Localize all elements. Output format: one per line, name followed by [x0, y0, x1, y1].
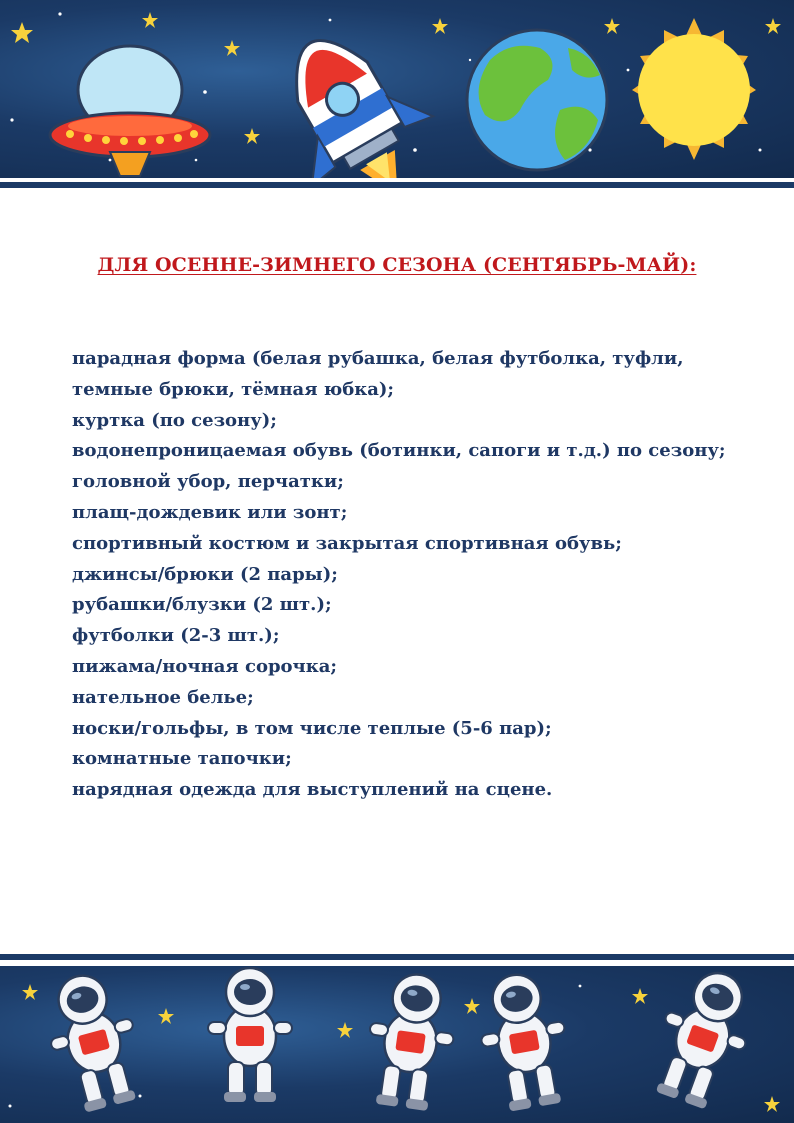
list-item: спортивный костюм и закрытая спортивная обувь;: [72, 532, 622, 554]
list-item: нарядная одежда для выступлений на сцене.: [72, 779, 553, 801]
clothing-list: [72, 344, 752, 806]
list-item: пижама/ночная сорочка;: [72, 655, 338, 677]
top-banner-border: [0, 182, 794, 188]
section-heading: ДЛЯ ОСЕННЕ-ЗИМНЕГО СЕЗОНА (СЕНТЯБРЬ-МАЙ):: [97, 254, 697, 276]
rocket-icon: [249, 8, 458, 178]
list-item: носки/гольфы, в том числе теплые (5-6 пар);: [72, 717, 552, 739]
earth-icon: [467, 30, 607, 170]
list-item: футболки (2-3 шт.);: [72, 625, 280, 647]
list-item: парадная форма (белая рубашка, белая футболка, туфли, темные брюки, тёмная юбка);: [72, 348, 684, 400]
astronaut-icon: [208, 968, 292, 1102]
astronaut-icon: [36, 966, 152, 1117]
list-item: комнатные тапочки;: [72, 748, 292, 770]
list-item: куртка (по сезону);: [72, 409, 277, 431]
astronaut-icon: [360, 969, 462, 1113]
list-item: водонепроницаемая обувь (ботинки, сапоги и т.д.) по сезону;: [72, 440, 726, 462]
top-space-banner: [0, 0, 794, 178]
astronaut-icon: [641, 966, 766, 1115]
bottom-space-banner: [0, 966, 794, 1123]
list-item: плащ-дождевик или зонт;: [72, 501, 348, 523]
list-item: джинсы/брюки (2 пары);: [72, 563, 338, 585]
astronaut-icon: [471, 968, 577, 1115]
list-item: головной убор, перчатки;: [72, 471, 344, 493]
list-item: рубашки/блузки (2 шт.);: [72, 594, 332, 616]
sun-icon: [632, 18, 756, 160]
ufo-icon: [50, 46, 210, 176]
list-item: нательное белье;: [72, 686, 254, 708]
